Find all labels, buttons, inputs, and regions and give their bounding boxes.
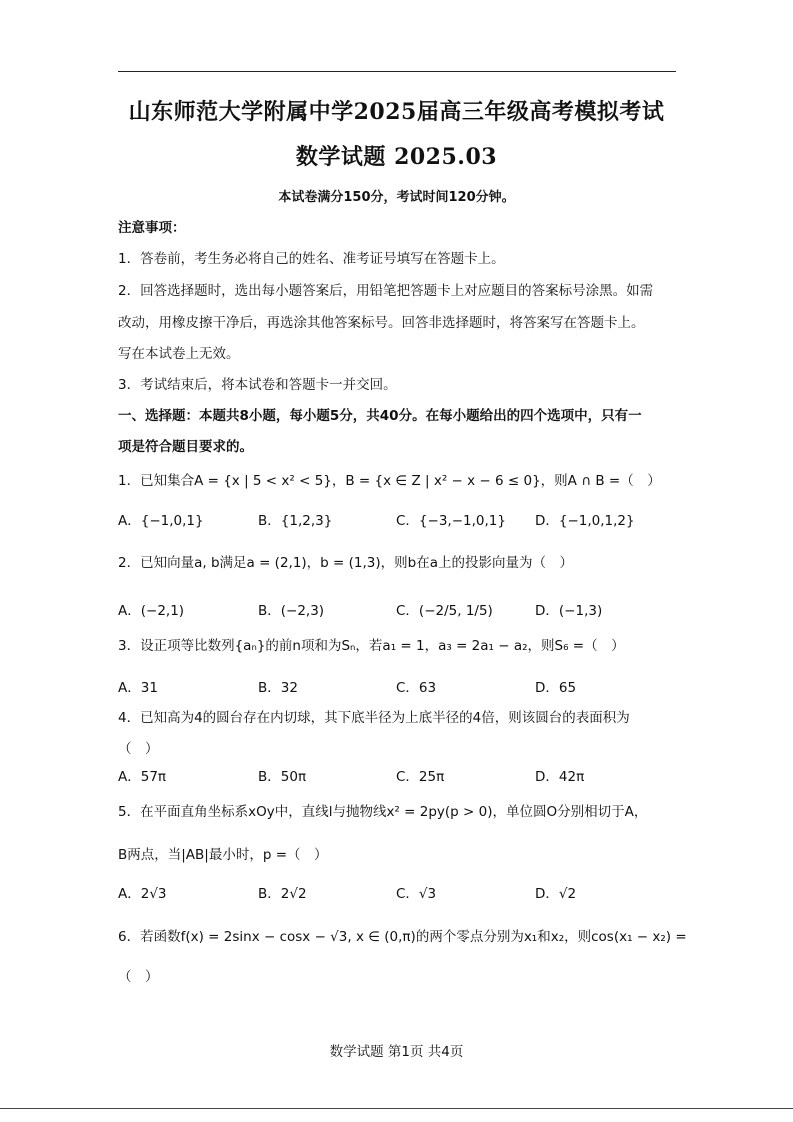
question-3-stem: 3．设正项等比数列{aₙ}的前n项和为Sₙ，若a₁ = 1，a₃ = 2a₁ − a₂，则S₆ =（ ）: [118, 638, 625, 654]
q4-option-d: D．42π: [535, 769, 585, 785]
top-rule: [118, 71, 676, 72]
question-2-stem: 2．已知向量a, b满足a = (2,1)，b = (1,3)，则b在a上的投影向量为（ ）: [118, 555, 573, 571]
question-3-options: [0, 676, 793, 696]
question-5-stem: 5．在平面直角坐标系xOy中，直线l与抛物线x² = 2py(p > 0)，单位圆O分别相切于A，: [118, 804, 648, 820]
q5-option-a: A．2√3: [118, 886, 167, 902]
notice-heading: 注意事项：: [118, 220, 186, 236]
exam-title: 山东师范大学附属中学2025届高三年级高考模拟考试: [128, 99, 665, 125]
q2-option-d: D．(−1,3): [535, 603, 603, 619]
q3-option-a: A．31: [118, 680, 158, 696]
question-1-options: [0, 509, 793, 529]
page-footer: 数学试题 第1页 共4页: [329, 1044, 464, 1060]
question-5-options: [0, 882, 793, 902]
notice-line-1: 1．答卷前，考生务必将自己的姓名、准考证号填写在答题卡上。: [118, 251, 505, 267]
question-5-stem-cont: B两点，当|AB|最小时，p =（ ）: [118, 847, 328, 863]
q1-option-b: B．{1,2,3}: [258, 513, 333, 529]
question-4-stem: 4．已知高为4的圆台存在内切球，其下底半径为上底半径的4倍，则该圆台的表面积为: [118, 710, 630, 726]
q3-option-d: D．65: [535, 680, 577, 696]
notice-line-4: 写在本试卷上无效。: [118, 346, 240, 362]
bottom-rule: [0, 1108, 793, 1109]
notice-line-2: 2．回答选择题时，选出每小题答案后，用铅笔把答题卡上对应题目的答案标号涂黑。如需: [118, 283, 654, 299]
section-heading-line-1: 一、选择题：本题共8小题，每小题5分，共40分。在每小题给出的四个选项中，只有一: [118, 408, 642, 424]
section-heading-line-2: 项是符合题目要求的。: [118, 439, 253, 455]
subject-title: 数学试题 2025.03: [295, 144, 498, 170]
exam-info: 本试卷满分150分，考试时间120分钟。: [278, 190, 515, 205]
q3-option-b: B．32: [258, 680, 298, 696]
q1-option-a: A．{−1,0,1}: [118, 513, 204, 529]
notice-line-5: 3．考试结束后，将本试卷和答题卡一并交回。: [118, 377, 397, 393]
q1-option-d: D．{−1,0,1,2}: [535, 513, 635, 529]
q3-option-c: C．63: [396, 680, 437, 696]
q4-option-c: C．25π: [396, 769, 445, 785]
question-6-stem: 6．若函数f(x) = 2sinx − cosx − √3, x ∈ (0,π)的两个零点分别为x₁和x₂，则cos(x₁ − x₂) =: [118, 929, 687, 945]
question-6-stem-cont: （ ）: [118, 969, 159, 985]
q4-option-a: A．57π: [118, 769, 167, 785]
question-2-options: [0, 599, 793, 619]
question-4-stem-cont: （ ）: [118, 741, 159, 757]
q2-option-c: C．(−2/5, 1/5): [396, 603, 493, 619]
question-1-stem: 1．已知集合A = {x | 5 < x² < 5}，B = {x ∈ Z | x² − x − 6 ≤ 0}，则A ∩ B =（ ）: [118, 473, 661, 489]
q5-option-d: D．√2: [535, 886, 577, 902]
q5-option-b: B．2√2: [258, 886, 307, 902]
q5-option-c: C．√3: [396, 886, 437, 902]
notice-line-3: 改动，用橡皮擦干净后，再选涂其他答案标号。回答非选择题时，将答案写在答题卡上。: [118, 315, 645, 331]
q2-option-a: A．(−2,1): [118, 603, 185, 619]
q4-option-b: B．50π: [258, 769, 307, 785]
q2-option-b: B．(−2,3): [258, 603, 325, 619]
q1-option-c: C．{−3,−1,0,1}: [396, 513, 506, 529]
question-4-options: [0, 765, 793, 785]
